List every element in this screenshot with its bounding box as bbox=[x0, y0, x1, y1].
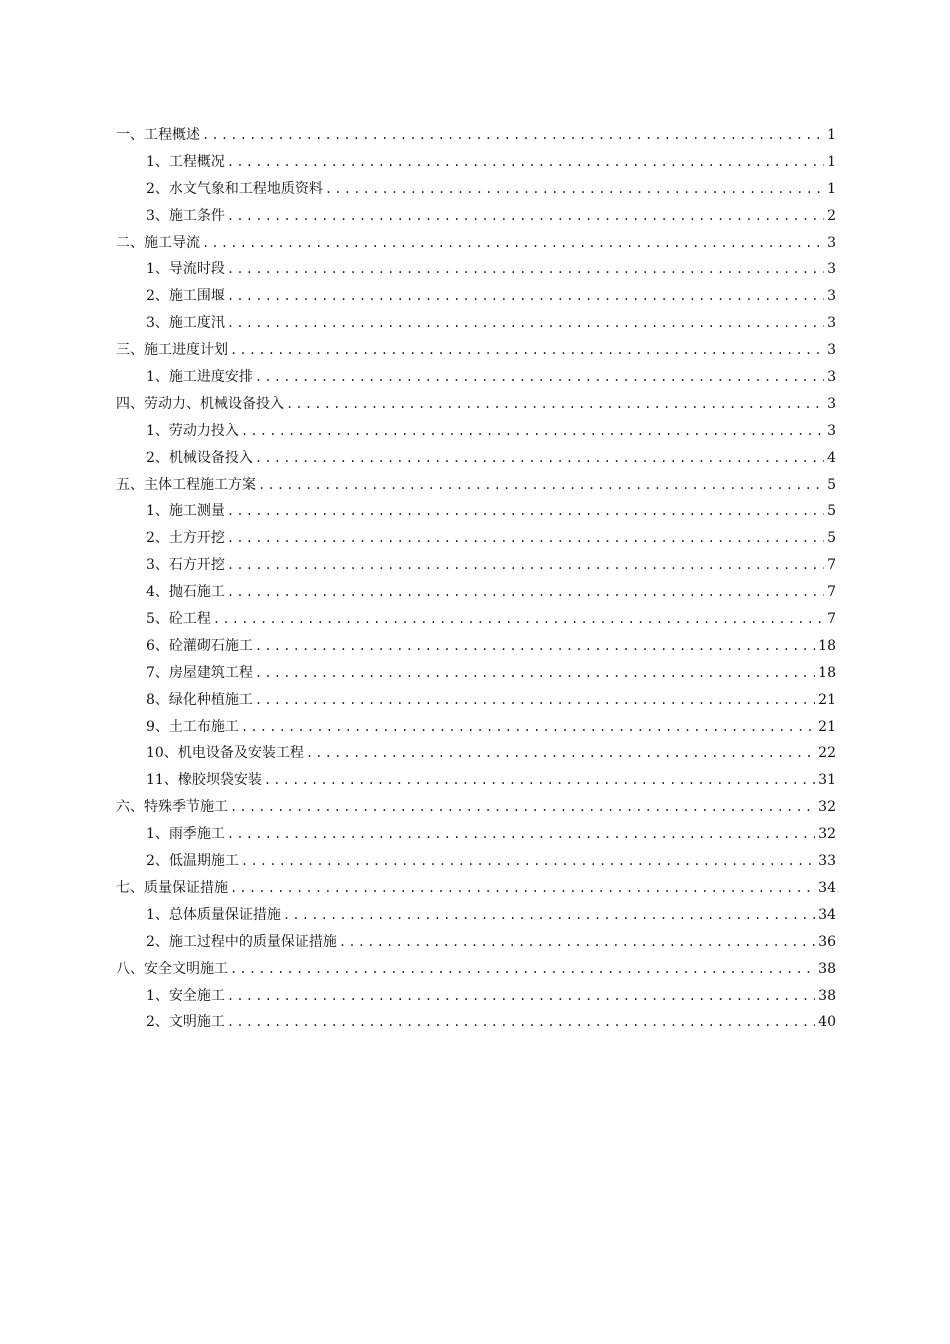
toc-page-number: 3 bbox=[827, 422, 836, 439]
toc-page-number: 3 bbox=[827, 261, 836, 278]
toc-entry-title: 2、水文气象和工程地质资料 bbox=[146, 180, 323, 197]
toc-section-entry[interactable] bbox=[116, 767, 836, 794]
toc-page-number: 5 bbox=[827, 530, 836, 547]
toc-entry-title: 1、雨季施工 bbox=[146, 826, 225, 843]
toc-dot-leader bbox=[241, 418, 824, 445]
toc-entry-title: 八、安全文明施工 bbox=[116, 960, 228, 977]
toc-section-entry[interactable] bbox=[116, 203, 836, 230]
toc-page-number: 7 bbox=[827, 584, 836, 601]
toc-dot-leader bbox=[230, 337, 824, 364]
toc-page-number: 32 bbox=[818, 799, 836, 816]
table-of-contents bbox=[116, 122, 836, 1036]
toc-entry-title: 1、总体质量保证措施 bbox=[146, 906, 281, 923]
toc-section-entry[interactable] bbox=[116, 579, 836, 606]
toc-page-number: 3 bbox=[827, 288, 836, 305]
toc-dot-leader bbox=[227, 525, 824, 552]
toc-dot-leader bbox=[227, 203, 824, 230]
toc-chapter-entry[interactable] bbox=[116, 391, 836, 418]
toc-section-entry[interactable] bbox=[116, 687, 836, 714]
toc-page-number: 36 bbox=[818, 933, 836, 950]
toc-page-number: 34 bbox=[818, 879, 836, 896]
toc-dot-leader bbox=[339, 929, 815, 956]
toc-entry-title: 2、文明施工 bbox=[146, 1014, 225, 1031]
toc-section-entry[interactable] bbox=[116, 283, 836, 310]
toc-page-number: 5 bbox=[827, 503, 836, 520]
toc-entry-title: 五、主体工程施工方案 bbox=[116, 476, 256, 493]
toc-page-number: 3 bbox=[827, 369, 836, 386]
toc-section-entry[interactable] bbox=[116, 740, 836, 767]
toc-section-entry[interactable] bbox=[116, 633, 836, 660]
toc-entry-title: 3、施工度汛 bbox=[146, 315, 225, 332]
toc-entry-title: 一、工程概述 bbox=[116, 127, 200, 143]
toc-dot-leader bbox=[230, 956, 815, 983]
toc-section-entry[interactable] bbox=[116, 310, 836, 337]
toc-entry-title: 3、石方开挖 bbox=[146, 557, 225, 574]
toc-page-number: 5 bbox=[827, 476, 836, 493]
toc-dot-leader bbox=[227, 821, 815, 848]
toc-entry-title: 1、安全施工 bbox=[146, 987, 225, 1004]
toc-page-number: 1 bbox=[827, 127, 836, 143]
toc-section-entry[interactable] bbox=[116, 445, 836, 472]
toc-dot-leader bbox=[283, 902, 815, 929]
toc-entry-title: 6、砼灌砌石施工 bbox=[146, 637, 253, 654]
toc-dot-leader bbox=[227, 1009, 815, 1036]
toc-section-entry[interactable] bbox=[116, 714, 836, 741]
toc-dot-leader bbox=[264, 767, 815, 794]
toc-page-number: 7 bbox=[827, 557, 836, 574]
toc-page-number: 21 bbox=[818, 718, 836, 735]
toc-dot-leader bbox=[255, 445, 824, 472]
toc-entry-title: 1、工程概况 bbox=[146, 153, 225, 170]
toc-entry-title: 六、特殊季节施工 bbox=[116, 799, 228, 816]
toc-dot-leader bbox=[255, 364, 824, 391]
toc-page-number: 18 bbox=[818, 637, 836, 654]
toc-dot-leader bbox=[213, 606, 824, 633]
toc-page-number: 3 bbox=[827, 234, 836, 251]
toc-entry-title: 2、低温期施工 bbox=[146, 853, 239, 870]
toc-section-entry[interactable] bbox=[116, 552, 836, 579]
toc-page-number: 1 bbox=[827, 180, 836, 197]
toc-page-number: 3 bbox=[827, 315, 836, 332]
toc-section-entry[interactable] bbox=[116, 606, 836, 633]
toc-page-number: 1 bbox=[827, 153, 836, 170]
toc-section-entry[interactable] bbox=[116, 848, 836, 875]
toc-entry-title: 三、施工进度计划 bbox=[116, 342, 228, 359]
toc-section-entry[interactable] bbox=[116, 498, 836, 525]
toc-dot-leader bbox=[227, 983, 815, 1010]
toc-page-number: 2 bbox=[827, 207, 836, 224]
toc-dot-leader bbox=[227, 552, 824, 579]
toc-section-entry[interactable] bbox=[116, 983, 836, 1010]
toc-dot-leader bbox=[241, 848, 815, 875]
toc-chapter-entry[interactable] bbox=[116, 122, 836, 149]
toc-chapter-entry[interactable] bbox=[116, 794, 836, 821]
toc-dot-leader bbox=[255, 633, 815, 660]
toc-entry-title: 5、砼工程 bbox=[146, 611, 211, 628]
toc-section-entry[interactable] bbox=[116, 418, 836, 445]
toc-dot-leader bbox=[227, 579, 824, 606]
toc-entry-title: 四、劳动力、机械设备投入 bbox=[116, 395, 284, 412]
toc-page-number: 40 bbox=[818, 1014, 836, 1031]
toc-chapter-entry[interactable] bbox=[116, 472, 836, 499]
toc-entry-title: 二、施工导流 bbox=[116, 234, 200, 251]
toc-page-number: 21 bbox=[818, 691, 836, 708]
toc-dot-leader bbox=[241, 714, 815, 741]
toc-page-number: 7 bbox=[827, 611, 836, 628]
toc-section-entry[interactable] bbox=[116, 660, 836, 687]
toc-page-number: 3 bbox=[827, 342, 836, 359]
toc-entry-title: 4、抛石施工 bbox=[146, 584, 225, 601]
toc-entry-title: 10、机电设备及安装工程 bbox=[146, 745, 304, 762]
toc-page-number: 32 bbox=[818, 826, 836, 843]
toc-section-entry[interactable] bbox=[116, 525, 836, 552]
toc-page-number: 31 bbox=[818, 772, 836, 789]
toc-page-number: 34 bbox=[818, 906, 836, 923]
toc-dot-leader bbox=[306, 740, 815, 767]
toc-entry-title: 2、机械设备投入 bbox=[146, 449, 253, 466]
toc-chapter-entry[interactable] bbox=[116, 337, 836, 364]
toc-dot-leader bbox=[227, 149, 824, 176]
toc-dot-leader bbox=[230, 875, 815, 902]
toc-dot-leader bbox=[230, 794, 815, 821]
toc-page-number: 38 bbox=[818, 987, 836, 1004]
toc-dot-leader bbox=[255, 660, 815, 687]
toc-section-entry[interactable] bbox=[116, 821, 836, 848]
toc-page-number: 38 bbox=[818, 960, 836, 977]
toc-page-number: 33 bbox=[818, 853, 836, 870]
toc-dot-leader bbox=[227, 256, 824, 283]
toc-section-entry[interactable] bbox=[116, 256, 836, 283]
toc-dot-leader bbox=[255, 687, 815, 714]
toc-page-number: 4 bbox=[827, 449, 836, 466]
toc-section-entry[interactable] bbox=[116, 176, 836, 203]
toc-entry-title: 3、施工条件 bbox=[146, 207, 225, 224]
toc-chapter-entry[interactable] bbox=[116, 230, 836, 257]
toc-section-entry[interactable] bbox=[116, 364, 836, 391]
toc-section-entry[interactable] bbox=[116, 1009, 836, 1036]
toc-entry-title: 2、施工过程中的质量保证措施 bbox=[146, 933, 337, 950]
toc-section-entry[interactable] bbox=[116, 929, 836, 956]
toc-section-entry[interactable] bbox=[116, 149, 836, 176]
toc-dot-leader bbox=[325, 176, 824, 203]
toc-entry-title: 1、施工进度安排 bbox=[146, 369, 253, 386]
toc-dot-leader bbox=[227, 283, 824, 310]
toc-chapter-entry[interactable] bbox=[116, 956, 836, 983]
toc-dot-leader bbox=[258, 472, 824, 499]
toc-page-number: 22 bbox=[818, 745, 836, 762]
toc-entry-title: 9、土工布施工 bbox=[146, 718, 239, 735]
toc-chapter-entry[interactable] bbox=[116, 875, 836, 902]
toc-dot-leader bbox=[227, 498, 824, 525]
toc-dot-leader bbox=[286, 391, 824, 418]
toc-page-number: 3 bbox=[827, 395, 836, 412]
toc-entry-title: 8、绿化种植施工 bbox=[146, 691, 253, 708]
toc-entry-title: 1、导流时段 bbox=[146, 261, 225, 278]
toc-entry-title: 2、施工围堰 bbox=[146, 288, 225, 305]
toc-entry-title: 七、质量保证措施 bbox=[116, 879, 228, 896]
toc-entry-title: 1、施工测量 bbox=[146, 503, 225, 520]
toc-entry-title: 7、房屋建筑工程 bbox=[146, 664, 253, 681]
toc-section-entry[interactable] bbox=[116, 902, 836, 929]
toc-entry-title: 11、橡胶坝袋安装 bbox=[146, 772, 262, 789]
toc-dot-leader bbox=[202, 230, 824, 257]
toc-dot-leader bbox=[227, 310, 824, 337]
toc-dot-leader bbox=[202, 122, 824, 149]
toc-entry-title: 2、土方开挖 bbox=[146, 530, 225, 547]
toc-entry-title: 1、劳动力投入 bbox=[146, 422, 239, 439]
toc-page-number: 18 bbox=[818, 664, 836, 681]
